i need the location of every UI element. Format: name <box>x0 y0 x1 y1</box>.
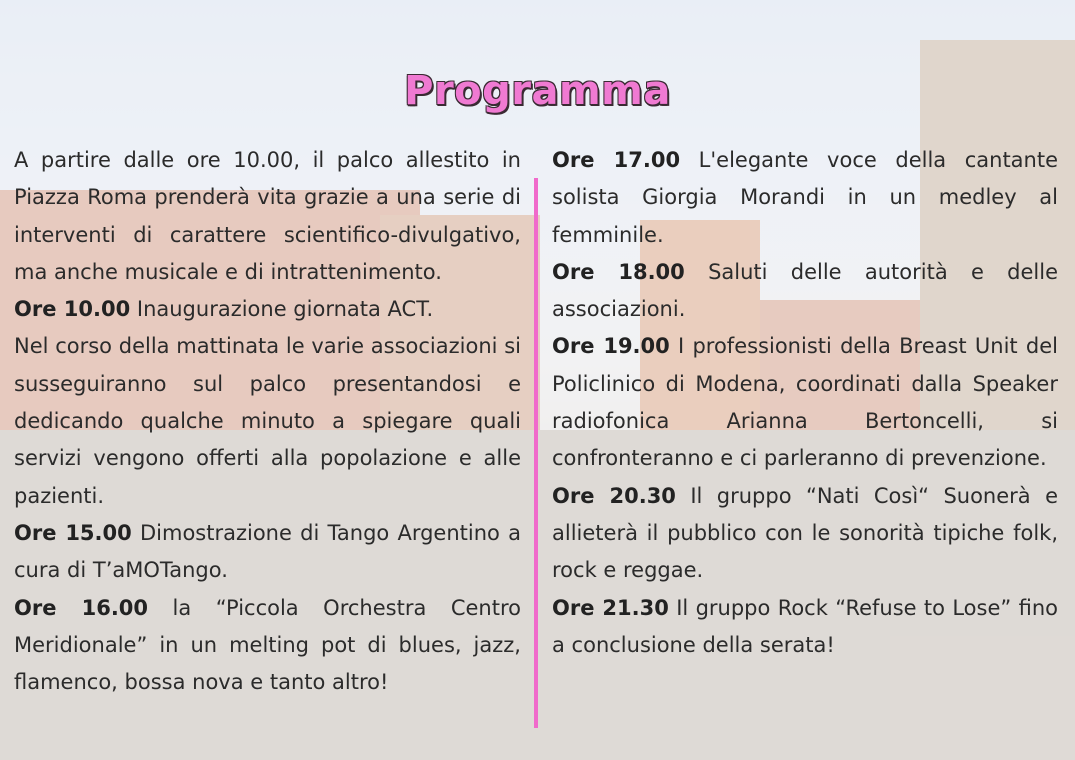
event-text: Inaugurazione giornata ACT. <box>136 297 434 322</box>
event-item <box>14 291 521 328</box>
intro-paragraph: A partire dalle ore 10.00, il palco allestito in Piazza Roma prenderà vita grazie a una serie di interventi di carattere scientifico-divulgativo, ma anche musicale e di intrattenimento. <box>14 148 521 284</box>
event-item <box>552 590 1058 665</box>
event-time: Ore 19.00 <box>552 334 670 359</box>
program-column-left <box>14 142 521 701</box>
event-text: Saluti delle autorità e delle associazioni. <box>552 259 1059 322</box>
event-item <box>552 142 1058 254</box>
event-text: Il gruppo Rock “Refuse to Lose” fino a conclusione della serata! <box>552 595 1058 657</box>
event-item <box>14 515 521 590</box>
event-time: Ore 15.00 <box>14 520 132 545</box>
event-item <box>14 328 521 514</box>
event-item <box>552 478 1058 590</box>
event-time: Ore 16.00 <box>14 595 149 620</box>
event-time: Ore 18.00 <box>552 259 685 284</box>
page-title: Programma <box>404 68 671 114</box>
event-time: Ore 20.30 <box>552 483 676 508</box>
event-time: Ore 17.00 <box>552 148 681 172</box>
event-item <box>552 254 1058 329</box>
event-item <box>552 328 1058 477</box>
event-item <box>14 590 521 702</box>
event-text: la “Piccola Orchestra Centro Meridionale” in un melting pot di blues, jazz, flamenco, bossa nova e tanto altro! <box>14 595 521 695</box>
event-time: Ore 21.30 <box>552 595 669 620</box>
event-text: Il gruppo “Nati Così“ Suonerà e allieterà il pubblico con le sonorità tipiche folk, rock e reggae. <box>552 483 1058 583</box>
event-time: Ore 10.00 <box>14 297 131 322</box>
event-text: L'elegante voce della cantante solista Giorgia Morandi in un medley al femminile. <box>552 148 1059 247</box>
event-text: I professionisti della Breast Unit del Policlinico di Modena, coordinati dalla Speaker radiofonica Arianna Bertoncelli, si confronteranno e ci parleranno di prevenzione. <box>552 334 1058 471</box>
event-text: Dimostrazione di Tango Argentino a cura di T’aMOTango. <box>14 520 521 583</box>
column-divider <box>534 178 538 728</box>
program-column-right <box>552 142 1058 664</box>
event-text: Nel corso della mattinata le varie associazioni si susseguiranno sul palco presentandosi e dedicando qualche minuto a spiegare quali servizi vengono offerti alla popolazione e alle pazienti. <box>14 334 521 508</box>
